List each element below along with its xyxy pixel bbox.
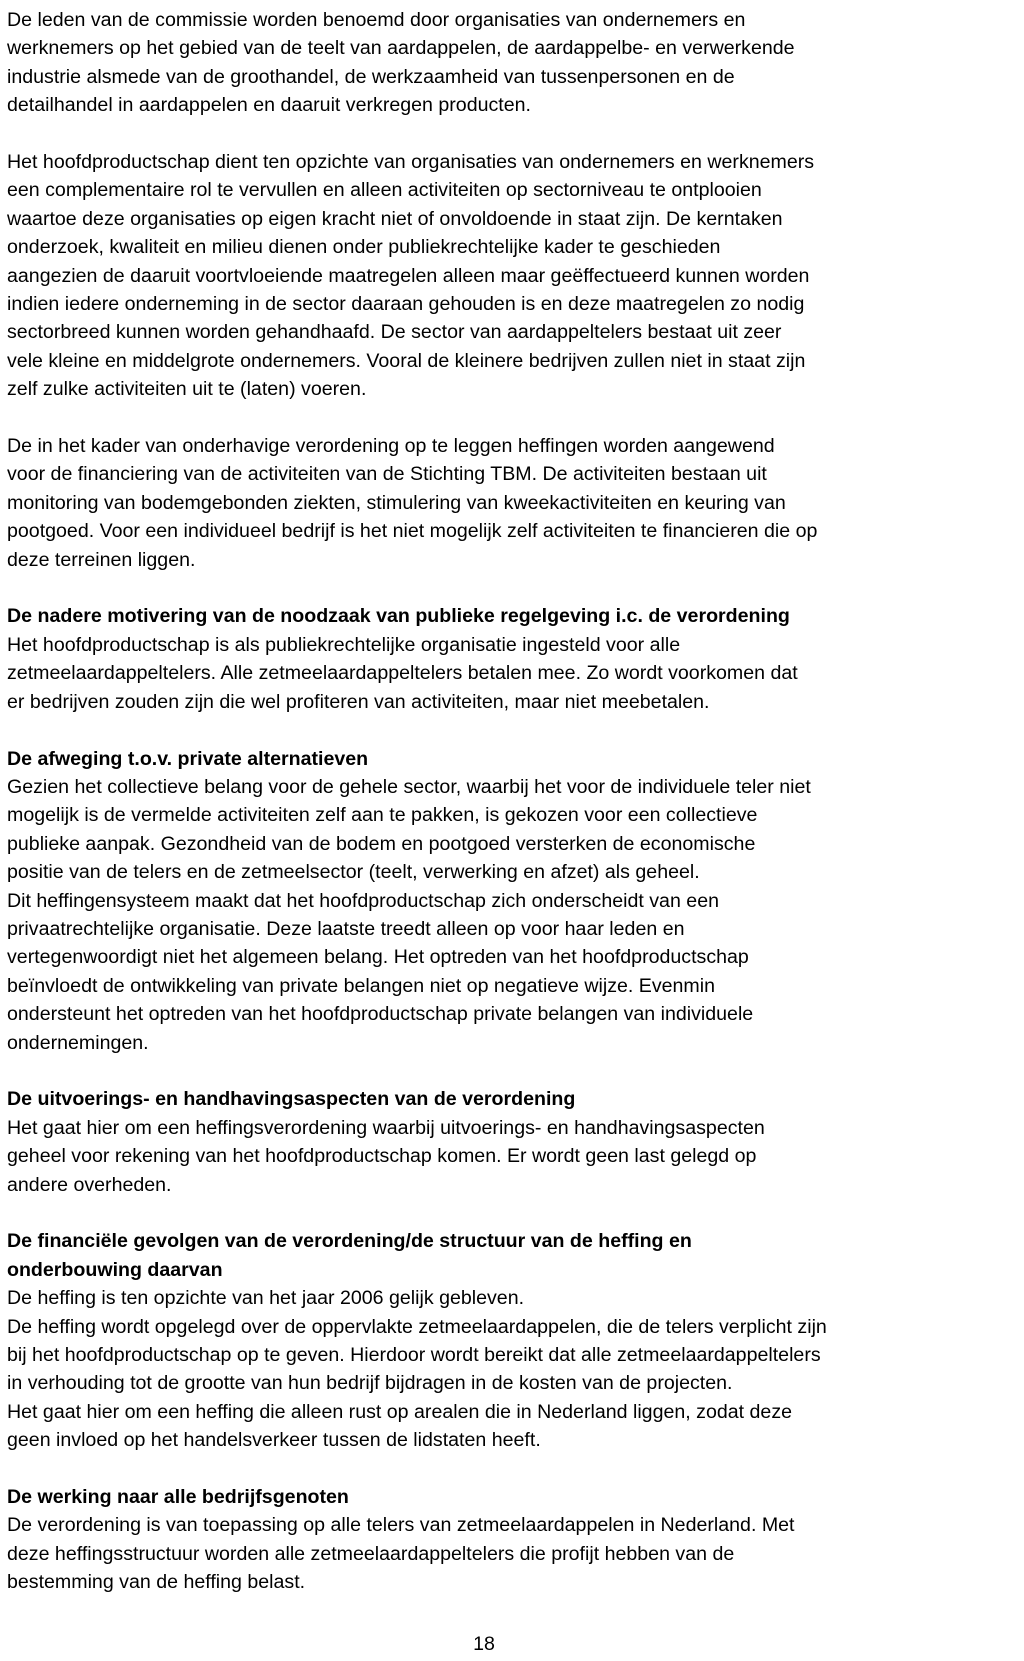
paragraph-spacer [7,120,1015,148]
text-line: monitoring van bodemgebonden ziekten, stimulering van kweekactiviteiten en keuring van [7,491,786,514]
text-line: publieke aanpak. Gezondheid van de bodem en pootgoed versterken de economische [7,832,756,855]
text-line: vertegenwoordigt niet het algemeen belang. Het optreden van het hoofdproductschap [7,946,749,969]
section-afweging [7,745,1015,1057]
text-line: beïnvloedt de ontwikkeling van private belangen niet op negatieve wijze. Evenmin [7,974,716,997]
text-line: Het hoofdproductschap dient ten opzichte van organisaties van ondernemers en werknemers [7,151,815,174]
text-line: vele kleine en middelgrote ondernemers. Vooral de kleinere bedrijven zullen niet in staat zijn [7,349,806,372]
section-uitvoering [7,1085,1015,1199]
section-motivering [7,602,1015,716]
section-heading: De nadere motivering van de noodzaak van publieke regelgeving i.c. de verordening [7,605,790,628]
text-line: De verordening is van toepassing op alle telers van zetmeelaardappelen in Nederland. Met [7,1514,795,1537]
text-line: indien iedere onderneming in de sector daaraan gehouden is en deze maatregelen zo nodig [7,293,805,316]
text-line: deze heffingsstructuur worden alle zetmeelaardappeltelers die profijt hebben van de [7,1542,735,1565]
section-heading: De afweging t.o.v. private alternatieven [7,747,369,770]
section-heading: De werking naar alle bedrijfsgenoten [7,1486,349,1509]
section-financiele-gevolgen [7,1227,1015,1454]
text-line: bij het hoofdproductschap op te geven. Hierdoor wordt bereikt dat alle zetmeelaardappeltelers [7,1344,821,1366]
text-line: geheel voor rekening van het hoofdproductschap komen. Er wordt geen last gelegd op [7,1145,757,1168]
text-line: Het gaat hier om een heffing die alleen rust op arealen die in Nederland liggen, zodat deze [7,1400,793,1423]
page-number: 18 [473,1633,495,1655]
text-line: De heffing is ten opzichte van het jaar 2006 gelijk gebleven. [7,1287,525,1310]
text-line: ondersteunt het optreden van het hoofdproductschap private belangen van individuele [7,1003,754,1026]
section-werking [7,1483,1015,1597]
text-line: De leden van de commissie worden benoemd door organisaties van ondernemers en [7,9,746,31]
text-line: deze terreinen liggen. [7,548,196,571]
text-line: ondernemingen. [7,1031,149,1054]
paragraph-spacer [7,404,1015,432]
text-line: werknemers op het gebied van de teelt van aardappelen, de aardappelbe- en verwerkende [7,37,795,60]
text-line: andere overheden. [7,1173,172,1196]
paragraph-heffingen [7,432,1015,574]
text-line: detailhandel in aardappelen en daaruit verkregen producten. [7,94,531,117]
text-line: Dit heffingensysteem maakt dat het hoofdproductschap zich onderscheidt van een [7,889,719,912]
text-line: geen invloed op het handelsverkeer tussen de lidstaten heeft. [7,1429,541,1452]
paragraph-spacer [7,1057,1015,1085]
text-line: bestemming van de heffing belast. [7,1571,306,1594]
text-line: Het gaat hier om een heffingsverordening waarbij uitvoerings- en handhavingsaspecten [7,1116,765,1139]
text-line: pootgoed. Voor een individueel bedrijf is het niet mogelijk zelf activiteiten te financieren die op [7,520,818,543]
text-line: waartoe deze organisaties op eigen kracht niet of onvoldoende in staat zijn. De kerntaken [7,207,783,230]
text-line: positie van de telers en de zetmeelsector (teelt, verwerking en afzet) als geheel. [7,861,700,884]
text-line: aangezien de daaruit voortvloeiende maatregelen alleen maar geëffectueerd kunnen worden [7,264,810,287]
text-line: mogelijk is de vermelde activiteiten zelf aan te pakken, is gekozen voor een collectieve [7,804,758,827]
text-line: voor de financiering van de activiteiten van de Stichting TBM. De activiteiten bestaan uit [7,463,767,486]
section-heading: De uitvoerings- en handhavingsaspecten van de verordening [7,1088,576,1111]
text-line: onderzoek, kwaliteit en milieu dienen onder publiekrechtelijke kader te geschieden [7,236,721,259]
text-line: zetmeelaardappeltelers. Alle zetmeelaardappeltelers betalen mee. Zo wordt voorkomen dat [7,662,798,685]
paragraph-spacer [7,574,1015,602]
text-line: industrie alsmede van de groothandel, de werkzaamheid van tussenpersonen en de [7,65,735,88]
text-line: privaatrechtelijke organisatie. Deze laatste treedt alleen op voor haar leden en [7,917,685,940]
paragraph-hoofdproductschap [7,148,1015,404]
text-line: een complementaire rol te vervullen en alleen activiteiten op sectorniveau te ontplooien [7,179,762,202]
text-line: zelf zulke activiteiten uit te (laten) voeren. [7,378,367,401]
paragraph-commissie [7,6,1015,120]
paragraph-spacer [7,716,1015,744]
paragraph-spacer [7,1199,1015,1227]
paragraph-spacer [7,1455,1015,1483]
text-line: er bedrijven zouden zijn die wel profiteren van activiteiten, maar niet meebetalen. [7,690,710,713]
text-line: De heffing wordt opgelegd over de oppervlakte zetmeelaardappelen, die de telers verplicht zijn [7,1315,827,1338]
document-page [7,6,1015,1597]
text-line: sectorbreed kunnen worden gehandhaafd. De sector van aardappeltelers bestaat uit zeer [7,321,782,344]
text-line: Gezien het collectieve belang voor de gehele sector, waarbij het voor de individuele teler niet [7,775,811,798]
text-line: De in het kader van onderhavige verordening op te leggen heffingen worden aangewend [7,435,775,458]
text-line: in verhouding tot de grootte van hun bedrijf bijdragen in de kosten van de projecten. [7,1372,733,1395]
text-line: Het hoofdproductschap is als publiekrechtelijke organisatie ingesteld voor alle [7,633,681,656]
section-heading: De financiële gevolgen van de verordening/de structuur van de heffing en onderbouwing daarvan [7,1230,692,1281]
